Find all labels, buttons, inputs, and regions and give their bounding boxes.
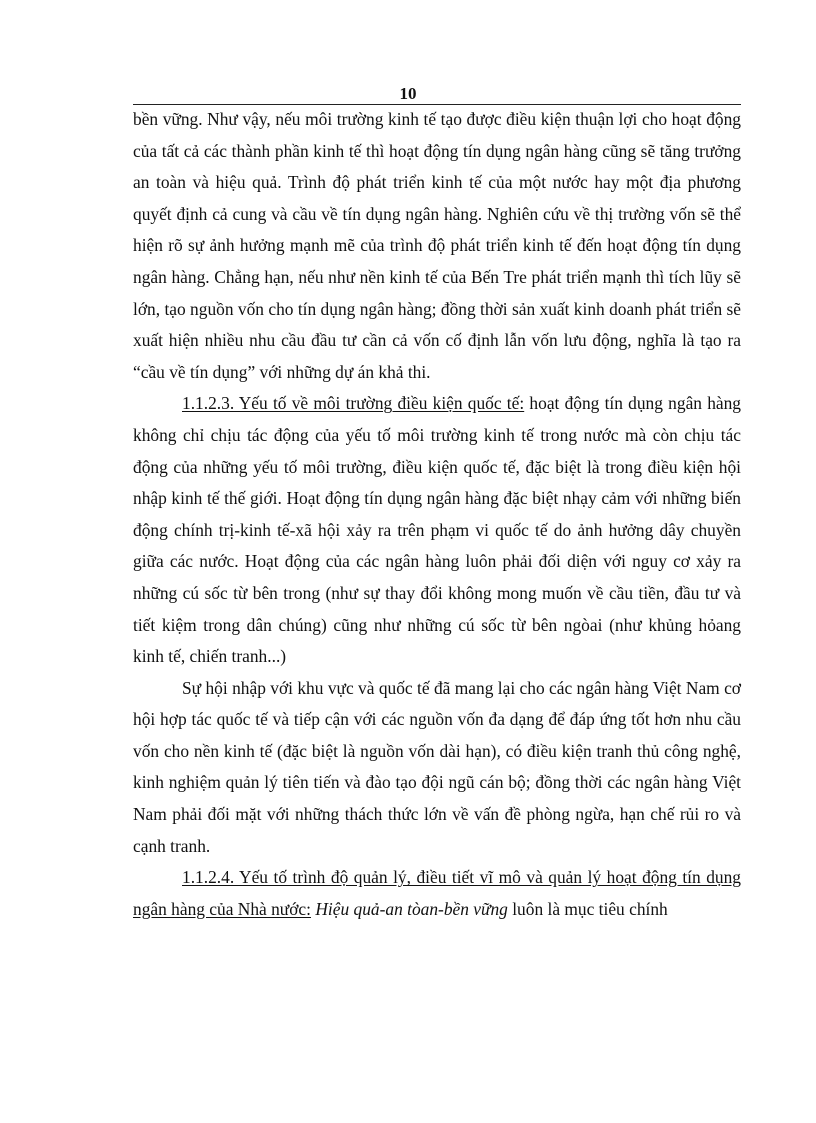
section-heading-1-1-2-3: 1.1.2.3. Yếu tố về môi trường điều kiện quốc tế: [182,393,525,414]
italic-phrase: Hiệu quả-an tòan-bền vững [315,898,508,919]
paragraph-integration [133,673,741,863]
paragraph-state-management [133,862,741,925]
paragraph-text: bền vững. Như vậy, nếu môi trường kinh tế tạo được điều kiện thuận lợi cho hoạt động của tất cả các thành phần kinh tế thì hoạt động tín dụng ngân hàng cũng sẽ tăng trưởng an toàn và hiệu quả. Trình độ phát triển kinh tế của một nước hay một địa phương quyết định cả cung và cầu về tín dụng ngân hàng. Nghiên cứu về thị trường vốn sẽ thể hiện rõ sự ảnh hưởng mạnh mẽ của trình độ phát triển kinh tế đến hoạt động tín dụng ngân hàng. Chẳng hạn, nếu như nền kinh tế của Bến Tre phát triển mạnh thì tích lũy sẽ lớn, tạo nguồn vốn cho tín dụng ngân hàng; đồng thời sản xuất kinh doanh phát triển sẽ xuất hiện nhiều nhu cầu đầu tư cần cả vốn cố định lẫn vốn lưu động, nghĩa là tạo ra “cầu về tín dụng” với những dự án khả thi. [133,109,741,382]
paragraph-international-factor [133,388,741,672]
page-number: 10 [399,84,417,103]
paragraph-text: hoạt động tín dụng ngân hàng không chỉ chịu tác động của yếu tố môi trường kinh tế trong nước mà còn chịu tác động của những yếu tố môi trường, điều kiện quốc tế, đặc biệt là trong điều kiện hội nhập kinh tế thế giới. Hoạt động tín dụng ngân hàng đặc biệt nhạy cảm với những biến động chính trị-kinh tế-xã hội xảy ra trên phạm vi quốc tế do ảnh hưởng dây chuyền giữa các nước. Hoạt động của các ngân hàng luôn phải đối diện với nguy cơ xảy ra những cú sốc từ bên trong (như sự thay đổi không mong muốn về cầu tiền, đầu tư và tiết kiệm trong dân chúng) cũng như những cú sốc từ bên ngòai (như khủng hỏang kinh tế, chiến tranh...) [133,393,742,667]
paragraph-continuation [133,104,741,388]
section-heading-1-1-2-4: 1.1.2.4. Yếu tố trình độ quản lý, điều tiết vĩ mô và quản lý hoạt động tín dụng ngân hàng của Nhà nước: [133,867,741,919]
paragraph-text: Sự hội nhập với khu vực và quốc tế đã mang lại cho các ngân hàng Việt Nam cơ hội hợp tác quốc tế và tiếp cận với các nguồn vốn đa dạng để đáp ứng tốt hơn nhu cầu vốn cho nền kinh tế (đặc biệt là nguồn vốn dài hạn), có điều kiện tranh thủ công nghệ, kinh nghiệm quản lý tiên tiến và đào tạo đội ngũ cán bộ; đồng thời các ngân hàng Việt Nam phải đối mặt với những thách thức lớn về vấn đề phòng ngừa, hạn chế rủi ro và cạnh tranh. [133,677,741,856]
body-text [133,104,741,925]
paragraph-text: luôn là mục tiêu chính [507,898,668,919]
